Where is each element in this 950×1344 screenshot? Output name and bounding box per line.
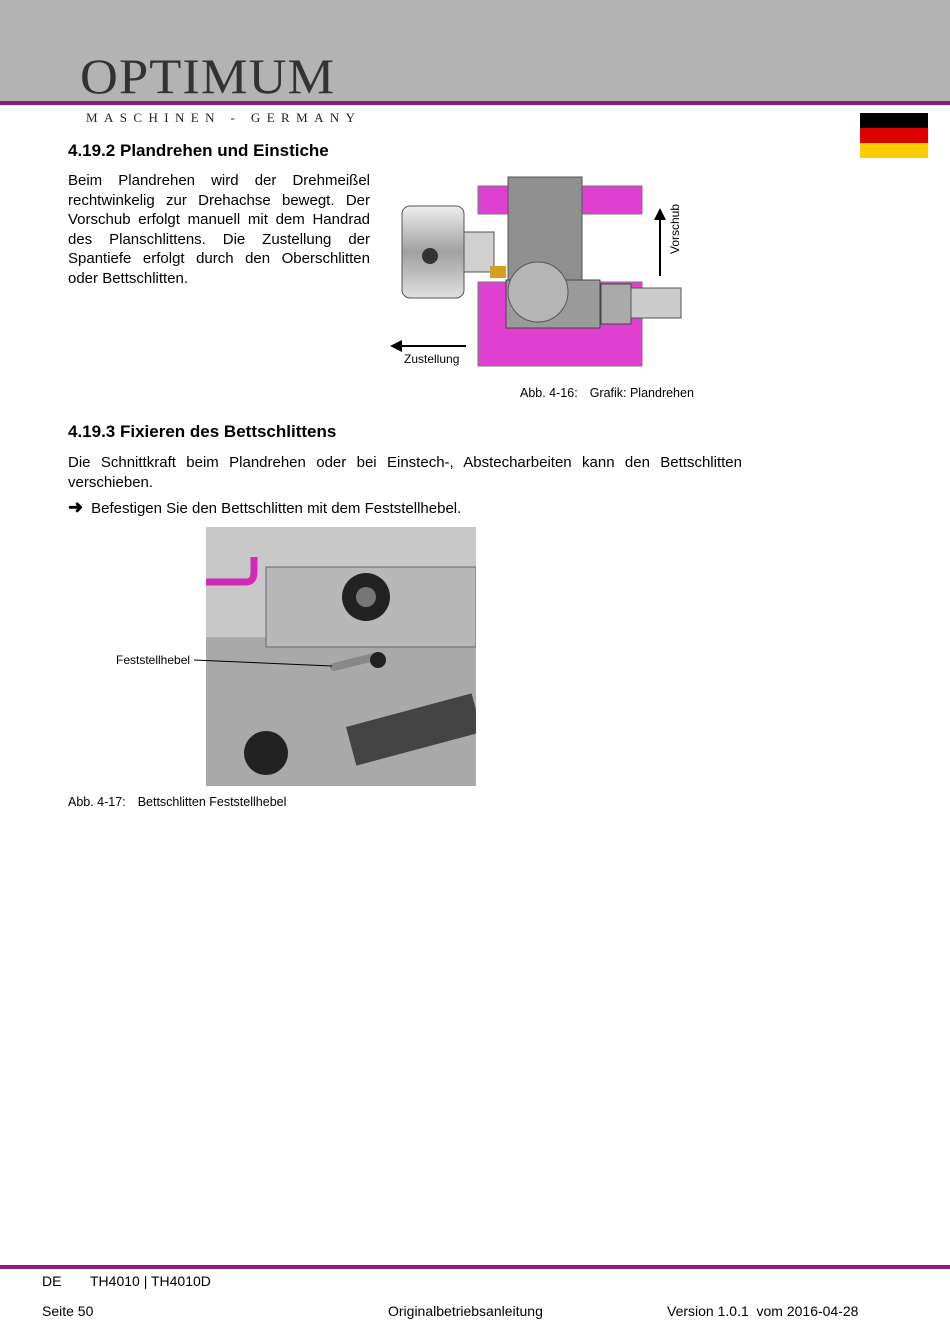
paragraph-plandrehen: Beim Plandrehen wird der Drehmeißel rechtwinkelig zur Drehachse bewegt. Der Vorschub erfolgt manuell mit dem Handrad des Planschlittens. Die Zustellung der Spantiefe erfolgt durch den Oberschlitten oder Bettschlitten. <box>68 172 370 287</box>
handwheel-shaft <box>631 288 681 318</box>
footer-page-number: Seite 50 <box>42 1303 94 1319</box>
caption-abb-4-17 <box>68 795 286 809</box>
footer-model: TH4010 | TH4010D <box>90 1273 211 1289</box>
caption-abb-4-16 <box>520 386 694 400</box>
caption-number: Abb. 4-17: <box>68 795 126 809</box>
section-title-plandrehen: 4.19.2 Plandrehen und Einstiche <box>68 141 329 160</box>
right-arrow-icon: ➜ <box>68 497 84 517</box>
vorschub-arrow-icon <box>654 208 666 220</box>
feststellhebel-leader-line <box>194 657 334 669</box>
footer-document-type: Originalbetriebsanleitung <box>388 1303 543 1319</box>
handwheel-bottom-icon <box>244 731 288 775</box>
brand-logo: OPTIMUM <box>80 48 336 104</box>
paragraph-fixieren: Die Schnittkraft beim Plandrehen oder bei Einstech-, Abstecharbeiten kann den Bettschlitten verschieben. <box>68 454 742 491</box>
label-vorschub: Vorschub <box>668 203 682 254</box>
label-feststellhebel: Feststellhebel <box>116 653 191 667</box>
section-title-fixieren: 4.19.3 Fixieren des Bettschlittens <box>68 422 337 441</box>
zustellung-arrow-icon <box>390 340 402 352</box>
german-flag-icon <box>860 113 928 158</box>
instruction-bullet <box>68 497 461 518</box>
caption-text: Grafik: Plandrehen <box>589 386 694 400</box>
label-zustellung: Zustellung <box>404 352 460 366</box>
brand-subtitle: MASCHINEN - GERMANY <box>86 110 362 125</box>
caption-number: Abb. 4-16: <box>520 386 578 400</box>
footer-accent-line <box>0 1265 950 1269</box>
caption-text: Bettschlitten Feststellhebel <box>137 795 287 809</box>
footer-language: DE <box>42 1273 62 1289</box>
cutting-tool-tip <box>490 266 506 278</box>
figure-plandrehen <box>386 172 698 372</box>
footer-version: Version 1.0.1 vom 2016-04-28 <box>667 1303 859 1319</box>
instruction-text: Befestigen Sie den Bettschlitten mit dem Feststellhebel. <box>91 500 462 517</box>
